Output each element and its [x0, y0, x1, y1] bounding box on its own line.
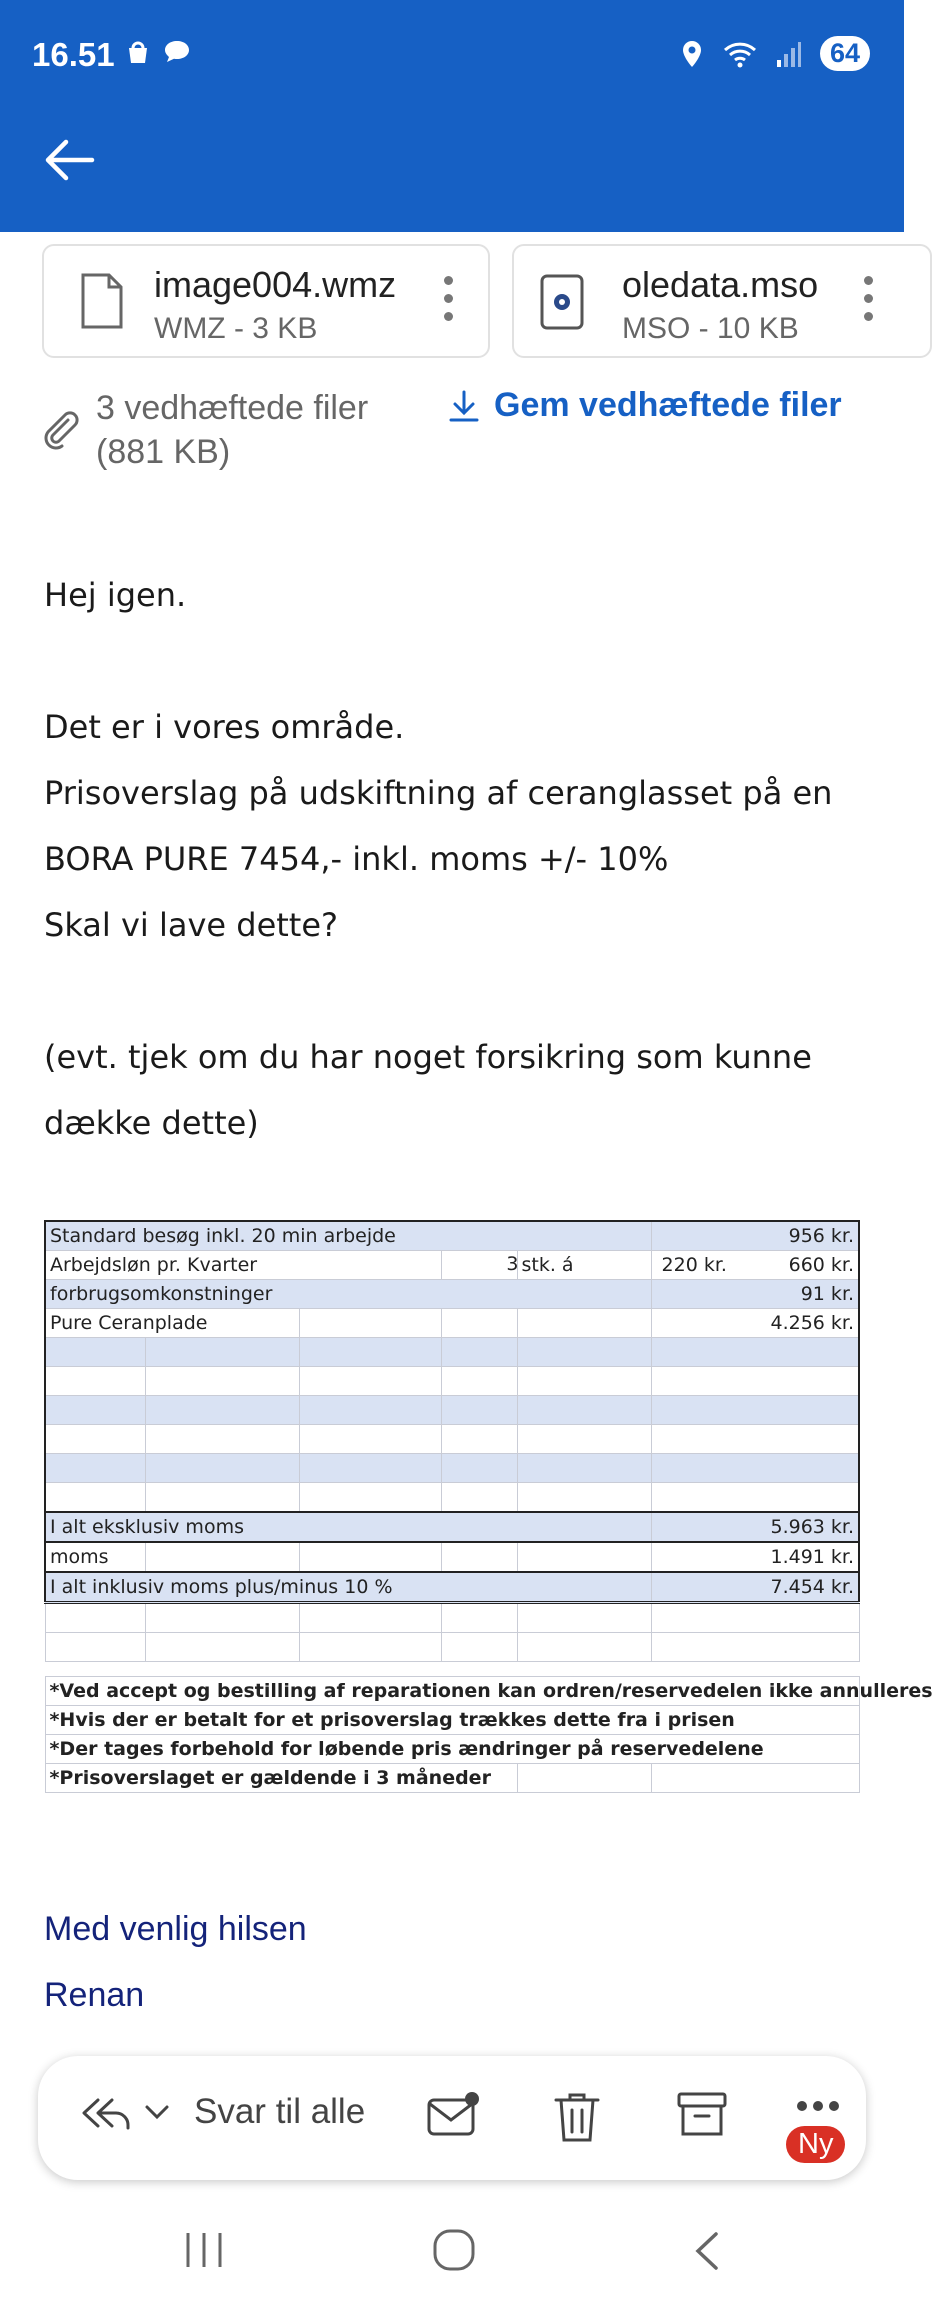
attachment-card-image004[interactable] — [42, 244, 490, 358]
table-row — [45, 1396, 859, 1425]
settings-file-icon — [540, 274, 584, 330]
back-nav-icon[interactable] — [690, 2230, 722, 2272]
body-line: Skal vi lave dette? — [44, 906, 339, 944]
signal-icon — [776, 40, 802, 68]
trash-icon[interactable] — [552, 2090, 602, 2144]
new-badge: Ny — [786, 2126, 845, 2163]
table-row — [45, 1367, 859, 1396]
more-options-icon[interactable] — [862, 276, 874, 330]
status-notification-icons — [124, 38, 192, 66]
table-row — [45, 1338, 859, 1367]
file-icon — [80, 272, 124, 330]
battery-level: 64 — [820, 36, 870, 71]
reply-all-icon — [78, 2092, 132, 2132]
body-line: Prisoverslag på udskiftning af ceranglasset på en — [44, 774, 833, 812]
table-row — [45, 1425, 859, 1454]
attachment-meta: MSO - 10 KB — [622, 312, 799, 345]
more-options-icon[interactable] — [442, 276, 454, 330]
attachment-name: image004.wmz — [154, 264, 397, 305]
table-row: Arbejdsløn pr. Kvarter 3 stk. á 220 kr. 660 kr. — [45, 1251, 859, 1280]
app-header — [0, 0, 904, 232]
table-row — [45, 1603, 859, 1633]
shopping-bag-icon — [124, 38, 152, 66]
back-button[interactable] — [40, 130, 100, 190]
chat-bubble-icon — [162, 38, 192, 66]
system-navigation-bar — [0, 2200, 904, 2316]
download-icon — [448, 389, 480, 423]
table-row: Pure Ceranplade 4.256 kr. — [45, 1309, 859, 1338]
table-row: I alt inklusiv moms plus/minus 10 % 7.454 kr. — [45, 1572, 859, 1603]
chevron-down-icon[interactable] — [144, 2102, 170, 2122]
save-attachments-button[interactable]: Gem vedhæftede filer — [448, 386, 842, 425]
body-line: (evt. tjek om du har noget forsikring som kunne — [44, 1038, 812, 1076]
reply-all-button[interactable]: Svar til alle — [78, 2092, 365, 2132]
table-row — [45, 1483, 859, 1513]
table-row: forbrugsomkonstninger 91 kr. — [45, 1280, 859, 1309]
table-row: *Hvis der er betalt for et prisoverslag trækkes dette fra i prisen — [45, 1706, 859, 1735]
more-horizontal-icon[interactable] — [796, 2100, 840, 2112]
attachment-meta: WMZ - 3 KB — [154, 312, 318, 345]
table-row — [45, 1633, 859, 1662]
wifi-icon — [722, 39, 758, 69]
attachment-count: 3 vedhæftede filer (881 KB) — [96, 389, 369, 471]
mark-unread-icon[interactable] — [426, 2090, 482, 2140]
archive-icon[interactable] — [676, 2090, 728, 2140]
body-line: dække dette) — [44, 1104, 259, 1142]
status-time: 16.51 — [32, 36, 115, 73]
body-line: BORA PURE 7454,- inkl. moms +/- 10% — [44, 840, 669, 878]
greeting-text: Hej igen. — [44, 576, 187, 614]
table-row: *Ved accept og bestilling af reparationen kan ordren/reservedelen ikke annulleres — [45, 1677, 859, 1706]
table-row: I alt eksklusiv moms 5.963 kr. — [45, 1512, 859, 1542]
signature-closing: Med venlig hilsen — [44, 1910, 307, 1948]
signature-name: Renan — [44, 1976, 145, 2014]
location-icon — [680, 39, 704, 69]
body-line: Det er i vores område. — [44, 708, 405, 746]
table-row: Standard besøg inkl. 20 min arbejde 956 kr. — [45, 1221, 859, 1251]
attachment-name: oledata.mso — [622, 264, 819, 305]
home-icon[interactable] — [432, 2228, 476, 2272]
table-row: *Der tages forbehold for løbende pris ændringer på reservedelene — [45, 1735, 859, 1764]
message-action-bar — [38, 2056, 866, 2180]
recent-apps-icon[interactable] — [182, 2230, 226, 2270]
arrow-left-icon — [40, 130, 100, 190]
table-row: *Prisoverslaget er gældende i 3 måneder — [45, 1764, 859, 1793]
price-quote-table — [44, 1220, 933, 1793]
status-system-icons — [680, 36, 870, 71]
table-row — [45, 1454, 859, 1483]
paperclip-icon — [40, 408, 80, 448]
attachment-card-oledata[interactable] — [512, 244, 932, 358]
table-row: moms 1.491 kr. — [45, 1542, 859, 1572]
